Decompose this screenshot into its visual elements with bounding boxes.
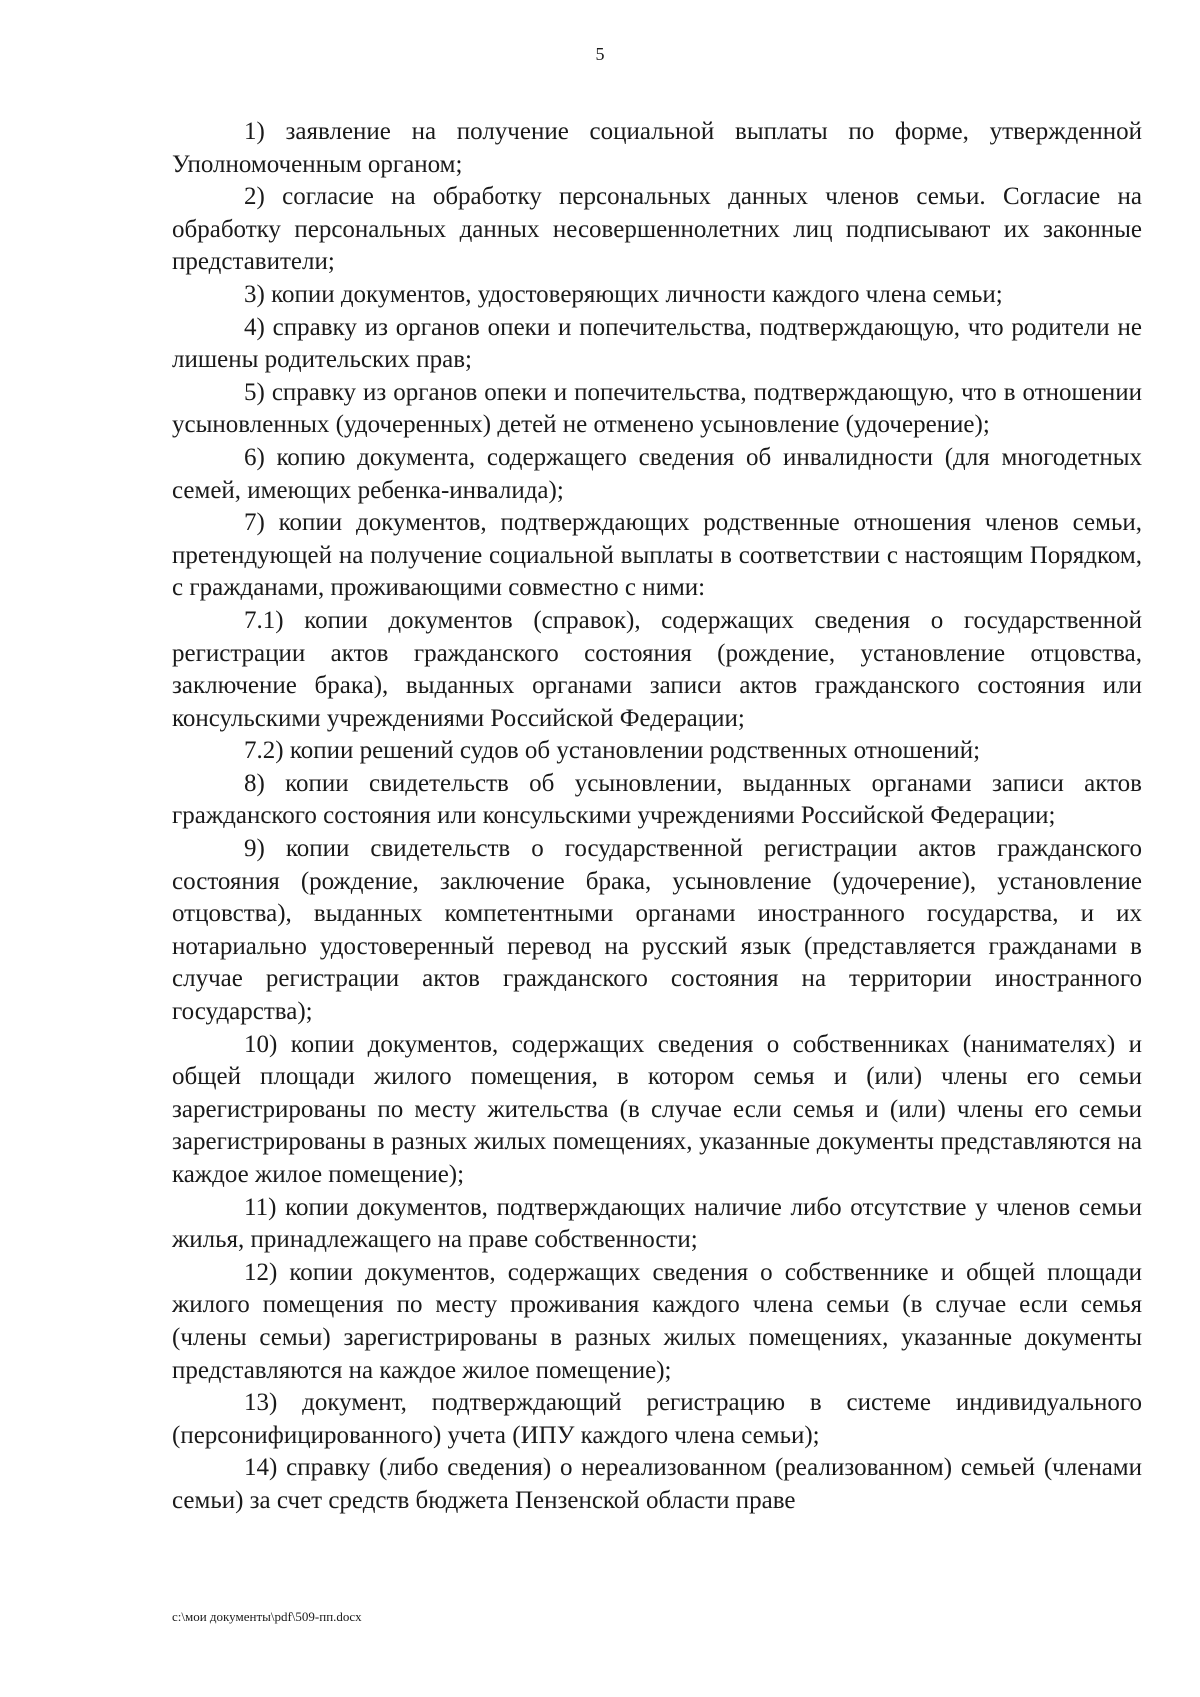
list-item-14: 14) справку (либо сведения) о нереализованном (реализованном) семьей (членами семьи) за счет средств бюджета Пензенской области праве <box>172 1454 1142 1514</box>
list-item-7-1: 7.1) копии документов (справок), содержащих сведения о государственной регистрации актов гражданского состояния (рождение, установление отцовства, заключение брака), выданных органами записи актов гражданского состояния или консульскими учреждениями Российской Федерации; <box>172 606 1142 732</box>
list-item-2: 2) согласие на обработку персональных данных членов семьи. Согласие на обработку персональных данных несовершеннолетних лиц подписывают их законные представители; <box>172 183 1142 276</box>
list-item-11: 11) копии документов, подтверждающих наличие либо отсутствие у членов семьи жилья, принадлежащего на праве собственности; <box>172 1193 1142 1254</box>
list-item-7-2: 7.2) копии решений судов об установлении родственных отношений; <box>244 737 981 765</box>
list-item-8: 8) копии свидетельств об усыновлении, выданных органами записи актов гражданского состояния или консульскими учреждениями Российской Федерации; <box>172 769 1142 830</box>
list-item-1: 1) заявление на получение социальной выплаты по форме, утвержденной Уполномоченным органом; <box>172 118 1142 178</box>
list-item-12: 12) копии документов, содержащих сведения о собственнике и общей площади жилого помещения по месту проживания каждого члена семьи (в случае если семья (члены семьи) зарегистрированы в разных жилых помещениях, указанные документы представляются на каждое жилое помещение); <box>172 1258 1142 1384</box>
list-item-3: 3) копии документов, удостоверяющих личности каждого члена семьи; <box>244 280 1003 308</box>
footer-file-path: c:\мои документы\pdf\509-пп.docx <box>172 1609 362 1624</box>
list-item-13: 13) документ, подтверждающий регистрацию в системе индивидуального (персонифицированного) учета (ИПУ каждого члена семьи); <box>172 1389 1142 1449</box>
list-item-9: 9) копии свидетельств о государственной регистрации актов гражданского состояния (рождение, заключение брака, усыновление (удочерение), установление отцовства), выданных компетентными органами иностранного государства, и их нотариально удостоверенный перевод на русский язык (представляется гражданами в случае регистрации актов гражданского состояния на территории иностранного государства); <box>172 835 1142 1026</box>
list-item-6: 6) копию документа, содержащего сведения об инвалидности (для многодетных семей, имеющих ребенка-инвалида); <box>172 443 1142 504</box>
list-item-10: 10) копии документов, содержащих сведения о собственниках (нанимателях) и общей площади жилого помещения, в котором семья и (или) члены его семьи зарегистрированы по месту жительства (в случае если семья и (или) члены его семьи зарегистрированы в разных жилых помещениях, указанные документы представляются на каждое жилое помещение); <box>172 1030 1142 1188</box>
list-item-7: 7) копии документов, подтверждающих родственные отношения членов семьи, претендующей на получение социальной выплаты в соответствии с настоящим Порядком, с гражданами, проживающими совместно с ними: <box>172 509 1142 602</box>
list-item-4: 4) справку из органов опеки и попечительства, подтверждающую, что родители не лишены родительских прав; <box>172 313 1142 374</box>
list-item-5: 5) справку из органов опеки и попечительства, подтверждающую, что в отношении усыновленных (удочеренных) детей не отменено усыновление (удочерение); <box>172 378 1142 439</box>
page-number: 5 <box>595 44 605 64</box>
document-body <box>172 116 1142 1518</box>
